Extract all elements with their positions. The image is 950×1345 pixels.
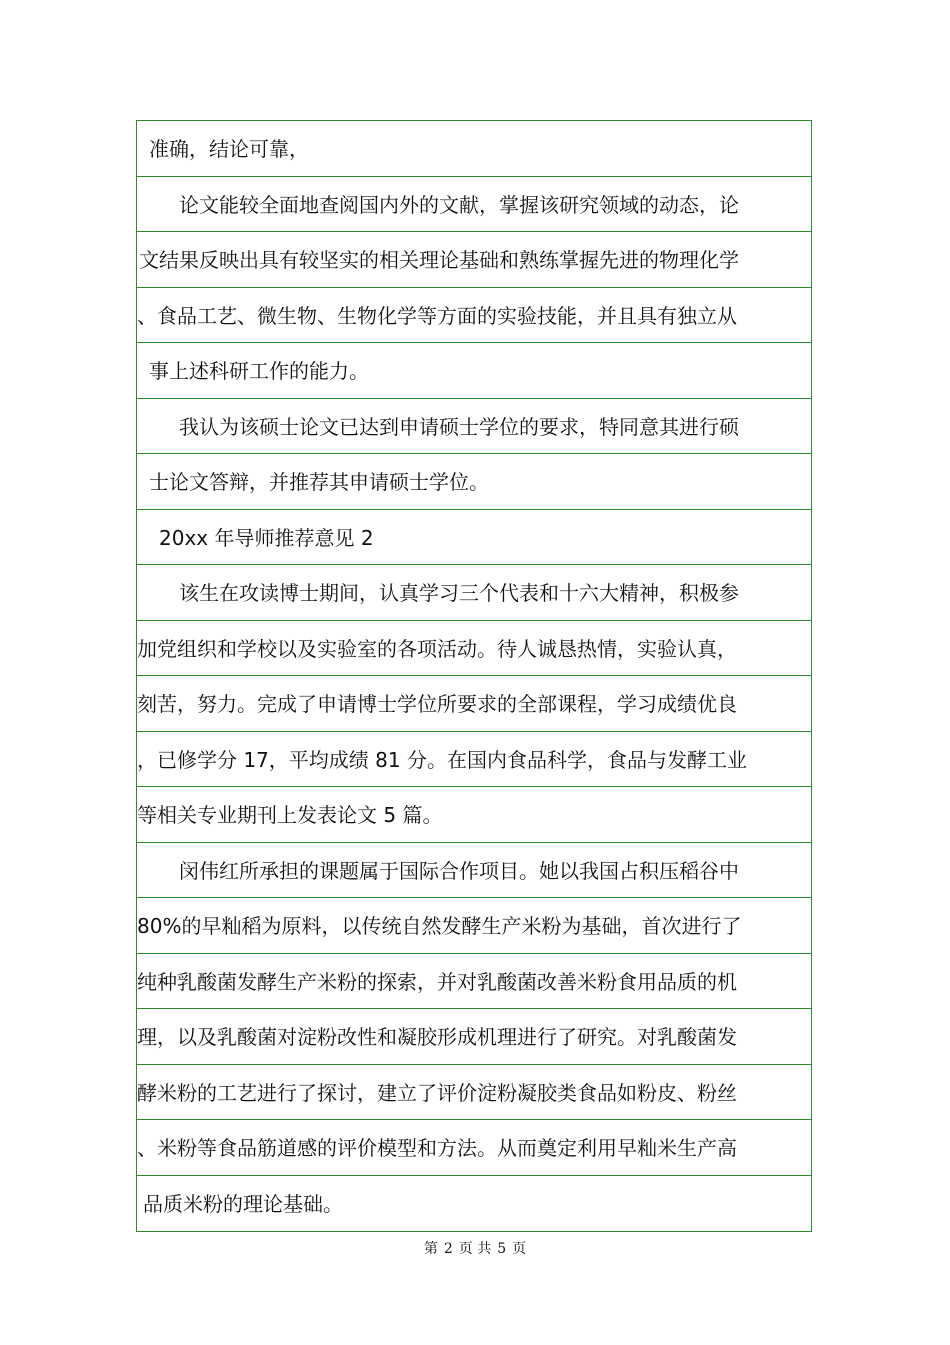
text-line-content: 事上述科研工作的能力。 [149,359,369,383]
text-line-content: 80%的早籼稻为原料，以传统自然发酵生产米粉为基础，首次进行了 [137,914,742,938]
text-line-content: 该生在攻读博士期间，认真学习三个代表和十六大精神，积极参 [179,581,739,605]
text-line [137,954,811,1010]
text-line-content: 论文能较全面地查阅国内外的文献，掌握该研究领域的动态，论 [179,192,739,217]
text-line [137,454,811,510]
text-line-content: 纯种乳酸菌发酵生产米粉的探索，并对乳酸菌改善米粉食用品质的机 [137,969,737,994]
text-line [137,1065,811,1121]
text-line-content: 加党组织和学校以及实验室的各项活动。待人诚恳热情，实验认真， [137,636,737,661]
text-line [137,510,811,566]
text-line [137,621,811,677]
text-line [137,787,811,843]
text-line [137,399,811,455]
footer-current-page: 2 [443,1241,453,1257]
text-line [137,843,811,899]
text-line [137,1009,811,1065]
footer-middle: 页 共 [458,1241,492,1257]
document-body [136,120,812,1232]
footer-prefix: 第 [423,1241,438,1257]
text-line [137,288,811,344]
text-line [137,343,811,399]
text-line-content: 我认为该硕士论文已达到申请硕士学位的要求，特同意其进行硕 [179,414,739,439]
text-line [137,565,811,621]
text-line [137,177,811,233]
text-line-content: ，已修学分 17，平均成绩 81 分。在国内食品科学，食品与发酵工业 [137,747,747,772]
text-line [137,898,811,954]
text-line-content: 、米粉等食品筋道感的评价模型和方法。从而奠定利用早籼米生产高 [137,1136,737,1160]
text-line [137,1176,811,1232]
text-line [137,676,811,732]
text-line-content: 理，以及乳酸菌对淀粉改性和凝胶形成机理进行了研究。对乳酸菌发 [137,1025,737,1049]
text-line [137,1120,811,1176]
text-line [137,732,811,788]
text-line-content: 20xx 年导师推荐意见 2 [159,525,374,550]
text-line [137,232,811,288]
text-line [137,121,811,177]
text-line-content: 士论文答辩，并推荐其申请硕士学位。 [149,470,489,494]
text-line-content: 酵米粉的工艺进行了探讨，建立了评价淀粉凝胶类食品如粉皮、粉丝 [137,1080,737,1105]
text-line-content: 文结果反映出具有较坚实的相关理论基础和熟练掌握先进的物理化学 [139,248,739,272]
text-line-content: 等相关专业期刊上发表论文 5 篇。 [137,803,443,827]
footer-total-pages: 5 [497,1241,507,1257]
page-footer [0,1238,950,1258]
text-line-content: 准确，结论可靠， [149,137,309,161]
text-line-content: 品质米粉的理论基础。 [143,1191,343,1216]
footer-suffix: 页 [512,1241,527,1257]
text-line-content: 刻苦，努力。完成了申请博士学位所要求的全部课程，学习成绩优良 [137,692,737,716]
text-line-content: 、食品工艺、微生物、生物化学等方面的实验技能，并且具有独立从 [137,303,737,328]
text-line-content: 闵伟红所承担的课题属于国际合作项目。她以我国占积压稻谷中 [179,858,739,883]
